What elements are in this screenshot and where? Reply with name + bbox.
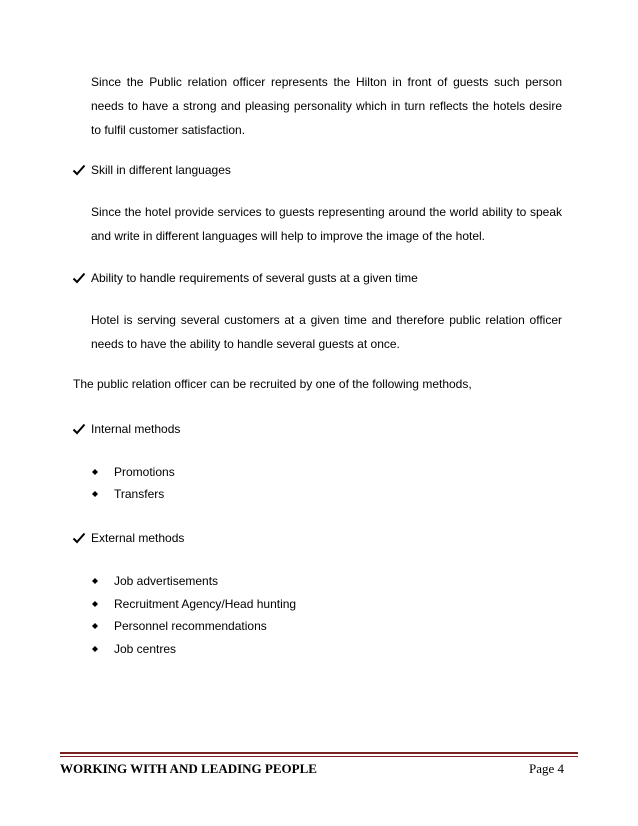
recruitment-intro: The public relation officer can be recruited by one of the following methods, xyxy=(73,377,472,391)
checklist-item-languages: Skill in different languages xyxy=(91,163,231,177)
diamond-bullet-icon xyxy=(92,491,98,497)
checkmark-icon xyxy=(72,271,86,285)
page-number: Page 4 xyxy=(529,761,565,776)
checklist-item-external-methods: External methods xyxy=(91,531,185,545)
list-item: Job centres xyxy=(114,642,177,656)
list-item: Recruitment Agency/Head hunting xyxy=(114,597,297,611)
paragraph-languages: Since the hotel provide services to guests representing around the world ability to speak and write in different languages will help to improve the image of the hotel. xyxy=(91,205,562,243)
diamond-bullet-icon xyxy=(92,623,98,629)
paragraph-personality: Since the Public relation officer represents the Hilton in front of guests such person needs to have a strong and pleasing personality which in turn reflects the hotels desire to fulfil customer satisfaction. xyxy=(91,75,562,137)
paragraph-handle-guests: Hotel is serving several customers at a given time and therefore public relation officer needs to have the ability to handle several guests at once. xyxy=(91,313,562,351)
footer-title: WORKING WITH AND LEADING PEOPLE xyxy=(60,761,317,776)
checkmark-icon xyxy=(72,163,86,177)
diamond-bullet-icon xyxy=(92,601,98,607)
list-item: Transfers xyxy=(114,487,165,501)
checkmark-icon xyxy=(72,531,86,545)
list-item: Personnel recommendations xyxy=(114,619,267,633)
checklist-item-internal-methods: Internal methods xyxy=(91,422,181,436)
list-item: Job advertisements xyxy=(114,574,219,588)
footer-rule xyxy=(60,752,578,754)
diamond-bullet-icon xyxy=(92,646,98,652)
checklist-item-handle-guests: Ability to handle requirements of several gusts at a given time xyxy=(91,271,418,285)
diamond-bullet-icon xyxy=(92,469,98,475)
footer-rule xyxy=(60,756,578,757)
diamond-bullet-icon xyxy=(92,578,98,584)
list-item: Promotions xyxy=(114,465,175,479)
checkmark-icon xyxy=(72,422,86,436)
